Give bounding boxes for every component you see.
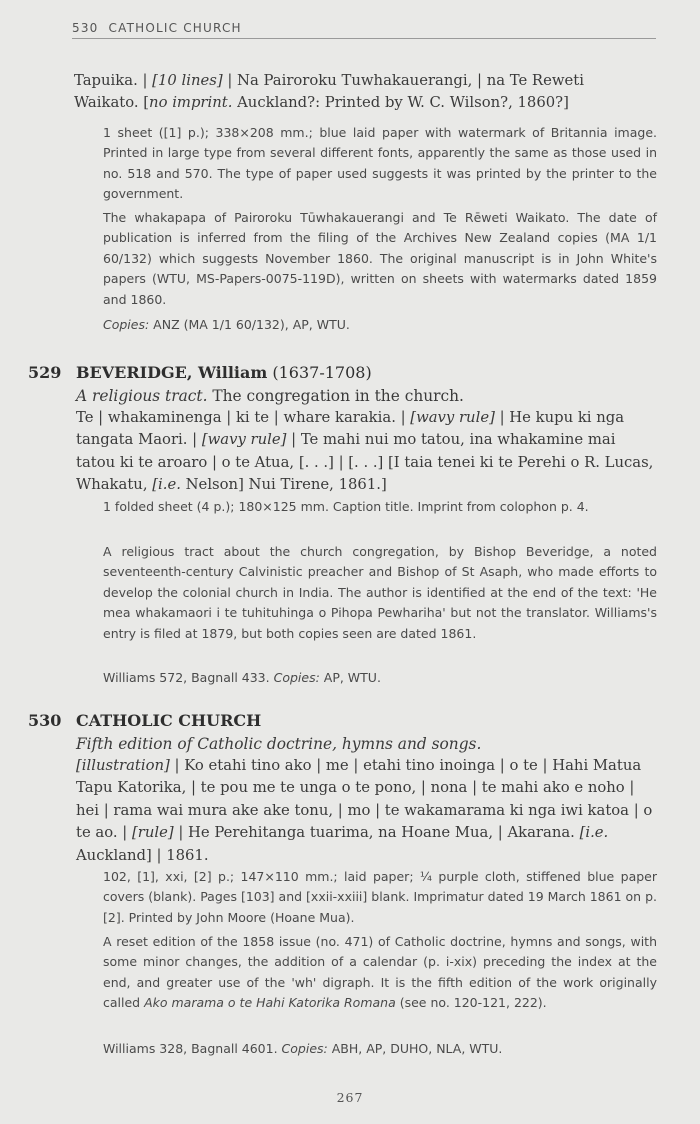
text-run-italic: [wavy rule] — [410, 409, 495, 426]
entry-author: CATHOLIC CHURCH — [76, 711, 262, 730]
entry-dates: (1637-1708) — [267, 363, 372, 382]
text-run: | Te mahi nui mo tatou, ina whakamine mai tatou ki te aroaro | o te Atua, [. . .] | [. . .] [I taia tenei ki te Perehi o R. Lucas, Whakatu, — [76, 431, 654, 494]
entry-530-heading — [28, 710, 261, 732]
text-run-italic: [10 lines] — [152, 72, 223, 89]
text-run-italic: [rule] — [131, 824, 174, 842]
text-run-italic: Ako marama o te Hahi Katorika Romana — [144, 995, 396, 1011]
text-run: | Na Pairoroku Tuwhakauerangi, | na Te Reweti — [222, 72, 584, 89]
entry-number: 530 — [28, 711, 62, 730]
copies-list: ABH, AP, DUHO, NLA, WTU. — [327, 1041, 503, 1056]
text-run: Auckland] | 1861. — [76, 846, 209, 864]
entry-528-copies — [103, 315, 657, 335]
copies-label: Copies: — [273, 670, 320, 685]
entry-529-note: A religious tract about the church congregation, by Bishop Beveridge, a noted seventeenth-century Calvinistic preacher and Bishop of St Asaph, who made efforts to develop the colonial church in India. The author is identified at the end of the text: 'He mea whakamaori i te tuhituhinga o Pihopa Pewhariha' but not the translator. Williams's entry is filed at 1879, but both copies seen are dated 1861. — [103, 544, 657, 641]
entry-530-note — [103, 932, 657, 1014]
entry-530-transcription — [76, 755, 656, 867]
entry-529-subtitle — [76, 385, 656, 407]
entry-530-subtitle: Fifth edition of Catholic doctrine, hymns and songs. — [76, 735, 482, 753]
references: Williams 572, Bagnall 433. — [103, 670, 274, 685]
text-run: Auckland?: Printed by W. C. Wilson?, 1860?] — [232, 94, 569, 112]
copies-label: Copies: — [103, 317, 150, 332]
page-folio: 267 — [336, 1090, 364, 1105]
running-head-page: 530 — [72, 21, 99, 35]
running-head — [72, 21, 242, 35]
text-run: | Ko etahi tino ako | me | etahi tino inoinga | o te | Hahi Matua Tapu Katorika, | te pou me te unga o te pono, | nona | te mahi ako e noho | hei | rama wai mura ake ake tonu, | mo | te wakamarama ki nga iwi katoa | o te ao. | — [76, 757, 653, 842]
entry-author: BEVERIDGE, William — [76, 363, 268, 382]
header-rule — [72, 38, 656, 39]
entry-529-physical-description: 1 folded sheet (4 p.); 180×125 mm. Caption title. Imprint from colophon p. 4. — [103, 499, 589, 514]
entry-529-references — [103, 668, 657, 688]
text-run: Waikato. [ — [74, 94, 150, 112]
entry-530-references — [103, 1039, 657, 1059]
text-run-italic: [wavy rule] — [201, 431, 287, 449]
entry-528-title-continuation — [74, 70, 656, 115]
text-run-italic: A religious tract. — [76, 387, 208, 405]
copies-list: AP, WTU. — [319, 670, 381, 685]
entry-528-note: The whakapapa of Pairoroku Tūwhakauerangi and Te Rēweti Waikato. The date of publication is inferred from the filing of the Archives New Zealand copies (MA 1/1 60/132) which suggests November 1860. The original manuscript is in John White's papers (WTU, MS-Papers-0075-119D), written on sheets with watermarks dated 1859 and 1860. — [103, 210, 657, 307]
entry-530-physical-description: 102, [1], xxi, [2] p.; 147×110 mm.; laid paper; ¼ purple cloth, stiffened blue paper covers (blank). Pages [103] and [xxii-xxiii] blank. Imprimatur dated 19 March 1861 on p. [2]. Printed by John Moore (Hoane Mua). — [103, 869, 657, 925]
entry-529-heading — [28, 362, 372, 384]
text-run: Nelson] Nui Tirene, 1861.] — [180, 476, 387, 494]
text-run-italic: no imprint. — [149, 94, 233, 112]
text-run: | He kupu ki nga tangata Maori. | — [76, 409, 625, 449]
text-run-italic: [i.e. — [152, 476, 181, 494]
entry-529-transcription — [76, 407, 656, 497]
text-run: Te | whakaminenga | ki te | whare karakia. | — [76, 409, 411, 426]
text-run-italic: [i.e. — [579, 824, 609, 842]
entry-number: 529 — [28, 363, 62, 382]
text-run: A reset edition of the 1858 issue (no. 471) of Catholic doctrine, hymns and songs, with some minor changes, the addition of a calendar (p. i-xix) preceding the index at the end, and greater use of the 'wh' digraph. It is the fifth edition of the work originally called — [103, 934, 657, 1011]
text-run: (see no. 120-121, 222). — [395, 995, 547, 1011]
running-head-title: CATHOLIC CHURCH — [108, 21, 242, 35]
text-run-italic: [illustration] — [76, 757, 170, 774]
entry-528-physical-description: 1 sheet ([1] p.); 338×208 mm.; blue laid paper with watermark of Britannia image. Printed in large type from several different fonts, apparently the same as those used in no. 518 and 570. The type of paper used suggests it was printed by the printer to the government. — [103, 125, 657, 202]
copies-label: Copies: — [281, 1041, 328, 1056]
text-run: | He Perehitanga tuarima, na Hoane Mua, | Akarana. — [173, 824, 580, 842]
copies-list: ANZ (MA 1/1 60/132), AP, WTU. — [149, 317, 350, 332]
references: Williams 328, Bagnall 4601. — [103, 1041, 282, 1056]
text-run: Tapuika. | — [74, 72, 153, 89]
text-run: The congregation in the church. — [207, 387, 464, 405]
